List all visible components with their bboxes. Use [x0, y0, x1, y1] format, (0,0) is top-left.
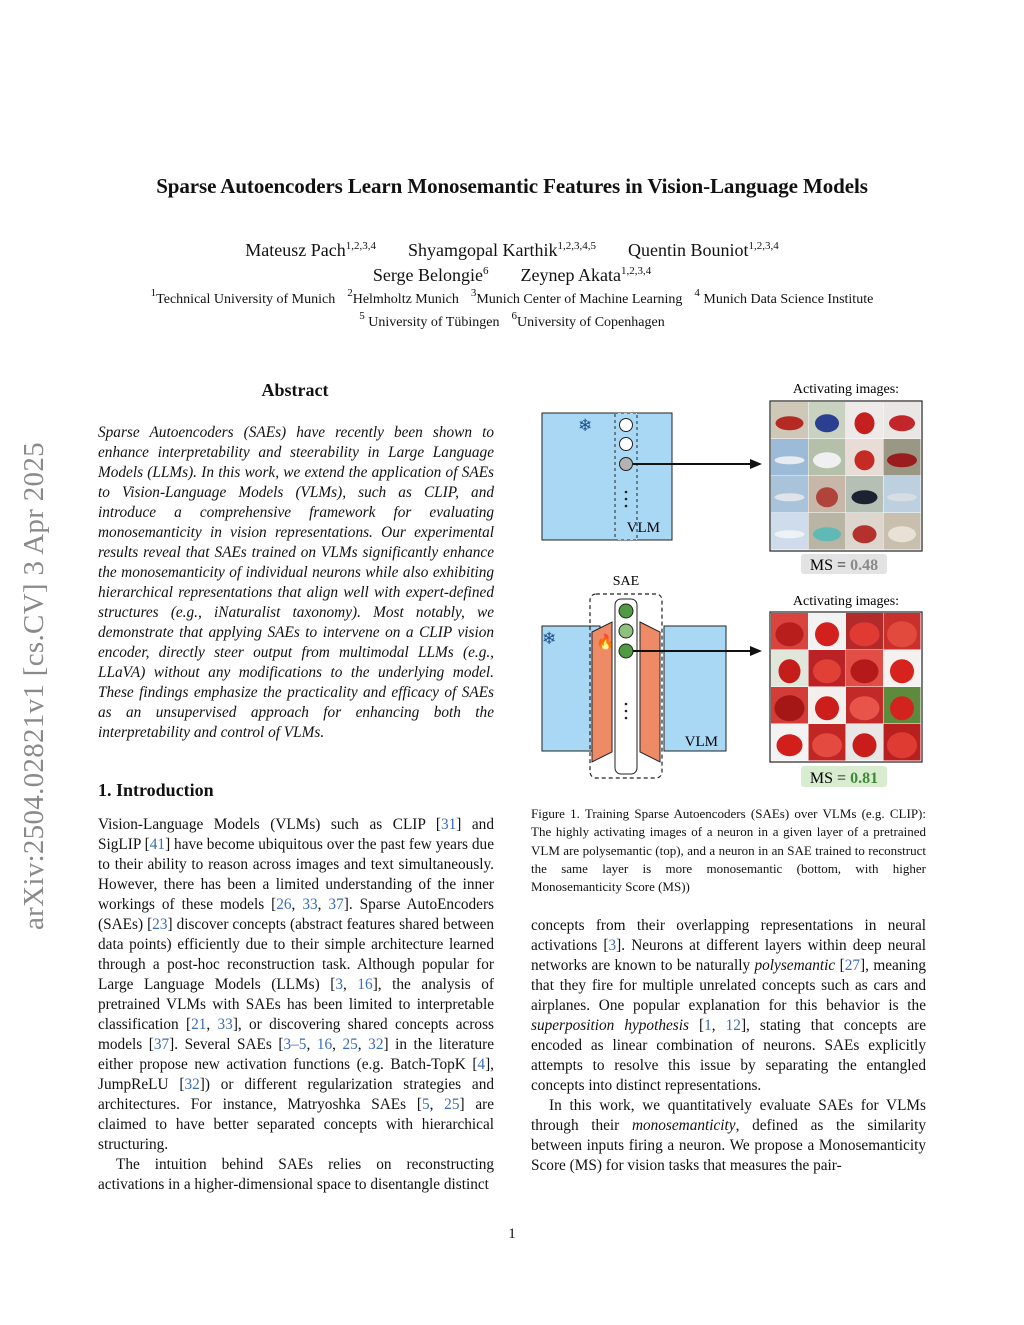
citation-link[interactable]: 3–5 — [283, 1036, 307, 1053]
ms-score-bottom: MS = 0.81 — [809, 770, 879, 787]
snowflake-icon: ❄ — [578, 416, 593, 435]
author-name: Shyamgopal Karthik$^{1,2,3,4,5}$ — [407, 240, 596, 260]
sae-neuron-2 — [619, 624, 633, 638]
vlm-block-bottom-right — [664, 626, 726, 751]
citation-link[interactable]: 26 — [276, 896, 292, 913]
thumbnail-subject — [777, 734, 803, 756]
citation-link[interactable]: 16 — [357, 976, 373, 993]
right-column-body — [531, 916, 926, 1176]
citation-link[interactable]: 5 — [421, 1096, 430, 1113]
fire-icon: 🔥 — [596, 635, 615, 651]
thumbnail-subject — [855, 450, 875, 470]
authors-row-2 — [0, 265, 1024, 286]
thumbnail-subject — [887, 493, 917, 501]
vlm-label-top: VLM — [626, 520, 660, 536]
sae-decoder — [640, 622, 660, 762]
thumbnail-subject — [775, 456, 805, 464]
thumbnail-subject — [776, 622, 804, 646]
thumbnail-subject — [815, 414, 839, 432]
thumbnail-subject — [890, 659, 914, 683]
citation-link[interactable]: 27 — [844, 957, 861, 974]
thumbnail-subject — [887, 621, 917, 647]
affiliations-row-1 — [0, 287, 1024, 308]
introduction-body — [98, 815, 494, 1195]
activating-images-label-bottom: Activating images: — [792, 594, 900, 609]
thumbnail-subject — [887, 453, 917, 467]
citation-link[interactable]: 37 — [328, 896, 344, 913]
thumbnail-subject — [888, 526, 916, 542]
thumbnail-subject — [889, 415, 915, 431]
thumbnail-subject — [890, 696, 914, 720]
affiliation: $^4$ Munich Data Science Institute — [694, 287, 874, 307]
neuron-top-active — [620, 458, 633, 471]
thumbnail-subject — [813, 452, 841, 468]
sae-neuron-active — [619, 644, 633, 658]
citation-link[interactable]: 1 — [704, 1017, 712, 1034]
neuron-top-2 — [620, 438, 633, 451]
ms-score-top: MS = 0.48 — [809, 557, 879, 574]
citation-link[interactable]: 3 — [335, 976, 343, 993]
abstract-heading: Abstract — [261, 380, 329, 400]
citation-link[interactable]: 32 — [368, 1036, 384, 1053]
citation-link[interactable]: 4 — [477, 1056, 486, 1073]
thumbnail-subject — [775, 530, 805, 538]
sae-label: SAE — [612, 574, 640, 589]
thumbnail-subject — [852, 490, 878, 504]
right-paragraph-1: concepts from their overlapping representations in neural activations [3]. Neurons at different layers within deep neural networks are known to be naturally polysemantic [27], meaning that they fire for multiple unrelated concepts such as cars and airplanes. One popular explanation for this behavior is the superposition hypothesis [1, 12], stating that concepts are encoded as linear combination of neurons. SAEs explicitly attempts to resolve this issue by separating the entangled concepts into distinct representations. — [531, 917, 927, 1094]
citation-link[interactable]: 21 — [191, 1016, 207, 1033]
citation-link[interactable]: 3 — [608, 937, 617, 954]
authors-row-1 — [0, 240, 1024, 261]
figure-1 — [520, 374, 940, 794]
right-paragraph-2: In this work, we quantitatively evaluate SAEs for VLMs through their monosemanticity, defined as the similarity between inputs firing a neuron. We propose a Monosemanticity Score (MS) for vision tasks that measures the pair- — [531, 1097, 926, 1174]
thumbnail-subject — [776, 416, 804, 430]
activating-images-grid-bottom — [770, 612, 922, 762]
citation-link[interactable]: 37 — [153, 1036, 170, 1053]
intro-paragraph-2: The intuition behind SAEs relies on reconstructing activations in a higher-dimensional space to disentangle distinct — [98, 1156, 494, 1193]
vlm-label-bottom: VLM — [684, 734, 718, 750]
citation-link[interactable]: 25 — [444, 1096, 460, 1113]
thumbnail-subject — [851, 659, 879, 683]
thumbnail-subject — [853, 525, 877, 543]
affiliation: $^5$ University of Tübingen — [359, 310, 500, 330]
neuron-top-1 — [620, 419, 633, 432]
arxiv-identifier: arXiv:2504.02821v1 [cs.CV] 3 Apr 2025 — [18, 442, 50, 930]
affiliation: $^6$University of Copenhagen — [511, 310, 665, 330]
figure-1-caption: Figure 1. Training Sparse Autoencoders (SAEs) over VLMs (e.g. CLIP): The highly activating images of a neuron in a given layer of a pretrained VLM are polysemantic (top), and a neuron in an SAE trained to reconstruct the same layer is more monosemantic (bottom, with higher Monosemanticity Score (MS)) — [531, 806, 926, 895]
thumbnail-subject — [775, 695, 805, 721]
activating-images-grid-top — [770, 401, 922, 551]
thumbnail-subject — [816, 487, 838, 507]
citation-link[interactable]: 12 — [725, 1017, 741, 1034]
citation-link[interactable]: 23 — [152, 916, 168, 933]
thumbnail-subject — [815, 696, 839, 720]
citation-link[interactable]: 41 — [149, 836, 166, 853]
affiliation: $^1$Technical University of Munich — [150, 287, 336, 307]
citation-link[interactable]: 33 — [302, 896, 318, 913]
activating-images-label-top: Activating images: — [792, 382, 900, 397]
affiliations-row-2 — [0, 310, 1024, 331]
thumbnail-subject — [850, 696, 880, 720]
thumbnail-subject — [813, 527, 841, 541]
sae-neuron-1 — [619, 604, 633, 618]
intro-paragraph-1: Vision-Language Models (VLMs) such as CLIP [31] and SigLIP [41] have become ubiquitous over the past few years due to their ability to reason across images and text simultaneously. However, there has been a limited understanding of the inner workings of these models [26, 33, 37]. Sparse AutoEncoders (SAEs) [23] discover concepts (abstract features shared between data points) efficiently due to their simple architecture learned through a post-hoc reconstruction task. Although popular for Large Language Models (LLMs) [3, 16], the analysis of pretrained VLMs with SAEs has been limited to interpretable classification [21, 33], or discovering shared concepts across models [37]. Several SAEs [3–5, 16, 25, 32] in the literature either propose new activation functions (e.g. Batch-TopK [4], JumpReLU [32]) or different regularization strategies and architectures. For instance, Matryoshka SAEs [5, 25] are claimed to have better separated concepts with hierarchical structuring. — [98, 816, 495, 1153]
abstract-body: Sparse Autoencoders (SAEs) have recently been shown to enhance interpretability and steerability in Large Language Models (LLMs). In this work, we extend the application of SAEs to Vision-Language Models (VLMs), such as CLIP, and introduce a comprehensive framework for evaluating monosemanticity in vision representations. Our experimental results reveal that SAEs trained on VLMs significantly enhance the monosemanticity of individual neurons while also exhibiting hierarchical representations that align well with expert-defined structures (e.g., iNaturalist taxonomy). Most notably, we demonstrate that applying SAEs to intervene on a CLIP vision encoder, directly steer output from multimodal LLMs (e.g., LLaVA) without any modifications to the underlying model. These findings emphasize the practicality and efficacy of SAEs as an unsupervised approach for enhancing both the interpretability and control of VLMs. — [98, 424, 494, 741]
thumbnail-subject — [779, 659, 801, 683]
figure-1-diagram — [520, 374, 940, 794]
thumbnail-subject — [887, 732, 917, 758]
emphasis-term: superposition hypothesis — [531, 1017, 689, 1034]
thumbnail-subject — [853, 733, 877, 757]
citation-link[interactable]: 32 — [184, 1076, 200, 1093]
author-name: Mateusz Pach$^{1,2,3,4}$ — [245, 240, 376, 260]
citation-link[interactable]: 16 — [316, 1036, 333, 1053]
thumbnail-subject — [855, 412, 875, 434]
citation-link[interactable]: 25 — [342, 1036, 358, 1053]
affiliation: $^2$Helmholtz Munich — [347, 287, 459, 307]
thumbnail-subject — [850, 622, 880, 646]
section-heading-introduction: 1. Introduction — [98, 780, 214, 800]
thumbnail-subject — [775, 493, 805, 501]
citation-link[interactable]: 33 — [217, 1016, 233, 1033]
thumbnail-subject — [813, 659, 841, 683]
paper-title: Sparse Autoencoders Learn Monosemantic Features in Vision-Language Models — [156, 174, 868, 198]
citation-link[interactable]: 31 — [440, 816, 457, 833]
page-number: 1 — [508, 1226, 516, 1242]
emphasis-term: monosemanticity — [631, 1117, 736, 1134]
author-name: Zeynep Akata$^{1,2,3,4}$ — [520, 265, 652, 285]
author-name: Quentin Bouniot$^{1,2,3,4}$ — [627, 240, 779, 260]
thumbnail-subject — [815, 622, 839, 646]
author-name: Serge Belongie$^6$ — [372, 265, 489, 285]
thumbnail-subject — [812, 733, 842, 757]
emphasis-term: polysemantic — [754, 957, 836, 974]
affiliation: $^3$Munich Center of Machine Learning — [470, 287, 683, 307]
snowflake-icon-bottom: ❄ — [542, 629, 557, 648]
